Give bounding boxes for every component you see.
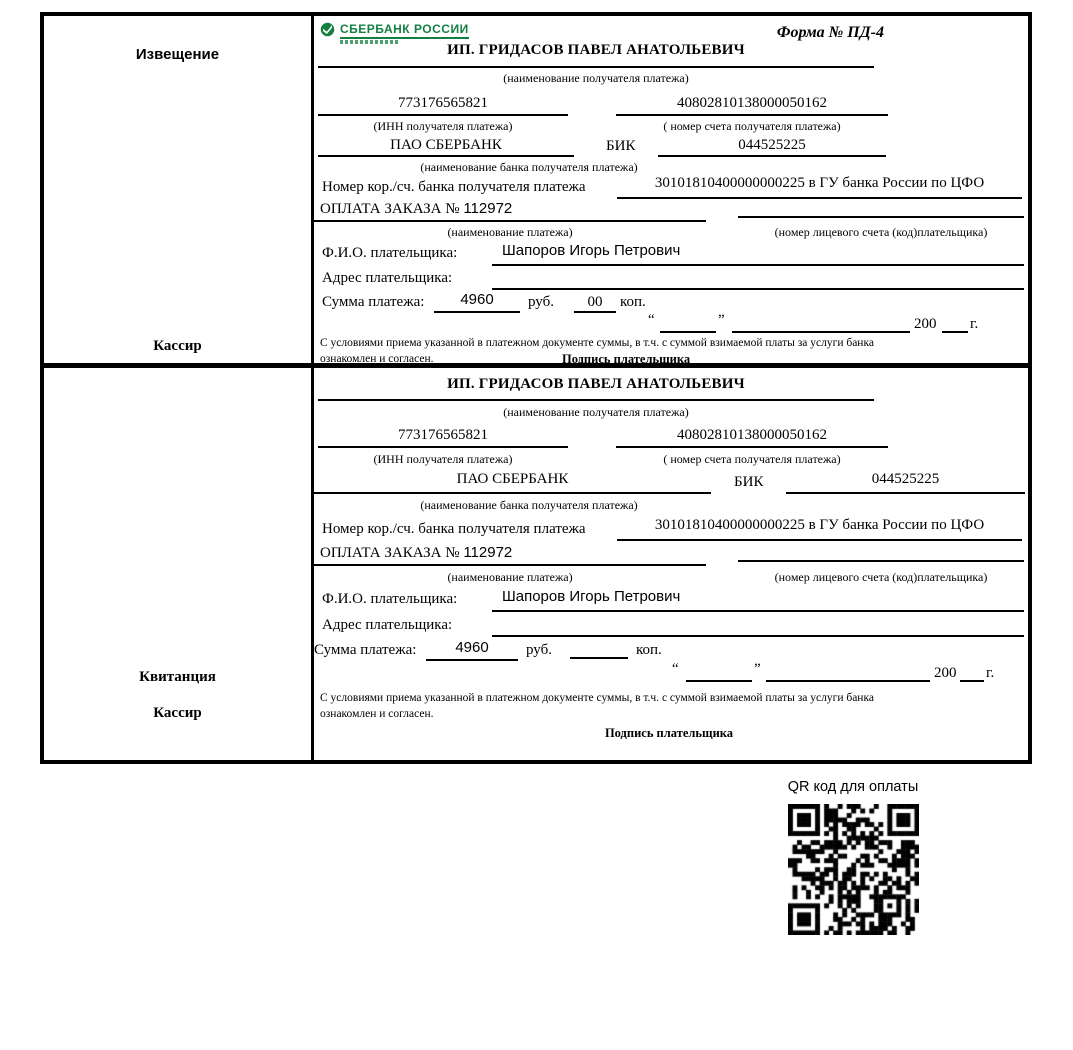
form-number: Форма № ПД-4 bbox=[776, 24, 884, 41]
account-value: 40802810138000050162 bbox=[616, 426, 888, 448]
korr-label: Номер кор./сч. банка получателя платежа bbox=[322, 521, 586, 537]
payer-name-value: Шапоров Игорь Петрович bbox=[492, 588, 1024, 612]
agreement-line2: ознакомлен и согласен. bbox=[320, 353, 434, 365]
account-value: 40802810138000050162 bbox=[616, 94, 888, 116]
sberbank-logo bbox=[320, 22, 469, 44]
agreement-line1: С условиями приема указанной в платежном документе суммы, в т.ч. с суммой взимаемой платы за услуги банка bbox=[320, 337, 874, 349]
fio-label: Ф.И.О. плательщика: bbox=[322, 591, 458, 607]
recipient-name: ИП. ГРИДАСОВ ПАВЕЛ АНАТОЛЬЕВИЧ bbox=[318, 376, 874, 401]
payment-name-caption: (наименование платежа) bbox=[447, 225, 573, 239]
agreement-line1: С условиями приема указанной в платежном документе суммы, в т.ч. с суммой взимаемой платы за услуги банка bbox=[320, 692, 874, 704]
signature-label: Подпись плательщика bbox=[562, 352, 691, 366]
receipt-section bbox=[44, 368, 1028, 760]
notice-cashier-label: Кассир bbox=[153, 338, 202, 354]
personal-account-caption: (номер лицевого счета (код)плательщика) bbox=[774, 570, 988, 584]
inn-value: 773176565821 bbox=[318, 94, 568, 116]
bank-caption: (наименование банка получателя платежа) bbox=[420, 498, 638, 512]
payment-name-prefix: ОПЛАТА ЗАКАЗА № bbox=[320, 201, 464, 217]
year-prefix: 200 bbox=[914, 316, 937, 332]
korr-label: Номер кор./сч. банка получателя платежа bbox=[322, 179, 586, 195]
pd4-form bbox=[40, 12, 1032, 764]
payment-name-prefix: ОПЛАТА ЗАКАЗА № bbox=[320, 545, 464, 561]
bank-caption: (наименование банка получателя платежа) bbox=[420, 160, 638, 174]
bank-name-value: ПАО СБЕРБАНК bbox=[314, 470, 711, 494]
date-month-line bbox=[766, 662, 930, 682]
inn-caption: (ИНН получателя платежа) bbox=[373, 119, 513, 133]
receipt-right-cell bbox=[314, 368, 1028, 760]
fio-label: Ф.И.О. плательщика: bbox=[322, 245, 458, 261]
bik-value: 044525225 bbox=[786, 470, 1025, 494]
year-suffix: г. bbox=[986, 665, 995, 681]
bik-label: БИК bbox=[734, 474, 764, 490]
date-quote-open: “ bbox=[648, 312, 655, 328]
inn-caption: (ИНН получателя платежа) bbox=[373, 452, 513, 466]
personal-account-line bbox=[738, 542, 1024, 562]
payer-address-line bbox=[492, 267, 1024, 290]
notice-section bbox=[44, 16, 1028, 368]
year-prefix: 200 bbox=[934, 665, 957, 681]
order-number: 112972 bbox=[463, 544, 513, 561]
qr-code-image bbox=[788, 804, 919, 935]
personal-account-line bbox=[738, 198, 1024, 218]
account-caption: ( номер счета получателя платежа) bbox=[663, 119, 841, 133]
recipient-caption: (наименование получателя платежа) bbox=[503, 405, 689, 419]
payer-address-line bbox=[492, 614, 1024, 637]
notice-left-cell bbox=[44, 16, 314, 363]
payer-name-value: Шапоров Игорь Петрович bbox=[492, 242, 1024, 266]
date-quote-close: ” bbox=[718, 312, 725, 328]
address-label: Адрес плательщика: bbox=[322, 617, 453, 633]
order-number: 112972 bbox=[463, 200, 513, 217]
bik-value: 044525225 bbox=[658, 136, 886, 157]
qr-label: QR код для оплаты bbox=[787, 779, 919, 795]
bank-name-value: ПАО СБЕРБАНК bbox=[318, 136, 574, 157]
year-line bbox=[942, 313, 968, 333]
recipient-name: ИП. ГРИДАСОВ ПАВЕЛ АНАТОЛЬЕВИЧ bbox=[318, 42, 874, 68]
agreement-line2: ознакомлен и согласен. bbox=[320, 708, 434, 720]
amount-kop-value bbox=[570, 641, 628, 659]
amount-kop-value: 00 bbox=[574, 293, 616, 313]
receipt-left-cell bbox=[44, 368, 314, 760]
receipt-cashier-label: Кассир bbox=[153, 705, 202, 721]
sberbank-logo-icon bbox=[320, 22, 335, 37]
date-day-line bbox=[660, 313, 716, 333]
signature-label: Подпись плательщика bbox=[604, 726, 734, 740]
qr-block bbox=[783, 779, 923, 935]
sum-label: Сумма платежа: bbox=[322, 294, 425, 310]
amount-rub-value: 4960 bbox=[434, 291, 520, 313]
date-quote-close: ” bbox=[754, 661, 761, 677]
korr-value: 30101810400000000225 в ГУ банка России по ЦФО bbox=[617, 516, 1022, 541]
kop-label: коп. bbox=[620, 294, 646, 310]
korr-value: 30101810400000000225 в ГУ банка России по ЦФО bbox=[617, 174, 1022, 199]
year-line bbox=[960, 662, 984, 682]
sum-label: Сумма платежа: bbox=[314, 642, 417, 658]
rub-label: руб. bbox=[526, 642, 552, 658]
year-suffix: г. bbox=[970, 316, 979, 332]
rub-label: руб. bbox=[528, 294, 554, 310]
payment-name-value bbox=[314, 200, 706, 222]
date-month-line bbox=[732, 313, 910, 333]
payment-name-caption: (наименование платежа) bbox=[447, 570, 573, 584]
date-quote-open: “ bbox=[672, 661, 679, 677]
recipient-caption: (наименование получателя платежа) bbox=[503, 71, 689, 85]
kop-label: коп. bbox=[636, 642, 662, 658]
address-label: Адрес плательщика: bbox=[322, 270, 453, 286]
notice-right-cell bbox=[314, 16, 1028, 366]
date-day-line bbox=[686, 662, 752, 682]
notice-stub-label: Извещение bbox=[135, 46, 220, 63]
sberbank-logo-text: СБЕРБАНК РОССИИ bbox=[340, 22, 469, 39]
receipt-stub-label: Квитанция bbox=[139, 669, 216, 685]
payment-name-value bbox=[314, 544, 706, 566]
bik-label: БИК bbox=[606, 138, 636, 154]
amount-rub-value: 4960 bbox=[426, 639, 518, 661]
account-caption: ( номер счета получателя платежа) bbox=[663, 452, 841, 466]
personal-account-caption: (номер лицевого счета (код)плательщика) bbox=[774, 225, 988, 239]
inn-value: 773176565821 bbox=[318, 426, 568, 448]
